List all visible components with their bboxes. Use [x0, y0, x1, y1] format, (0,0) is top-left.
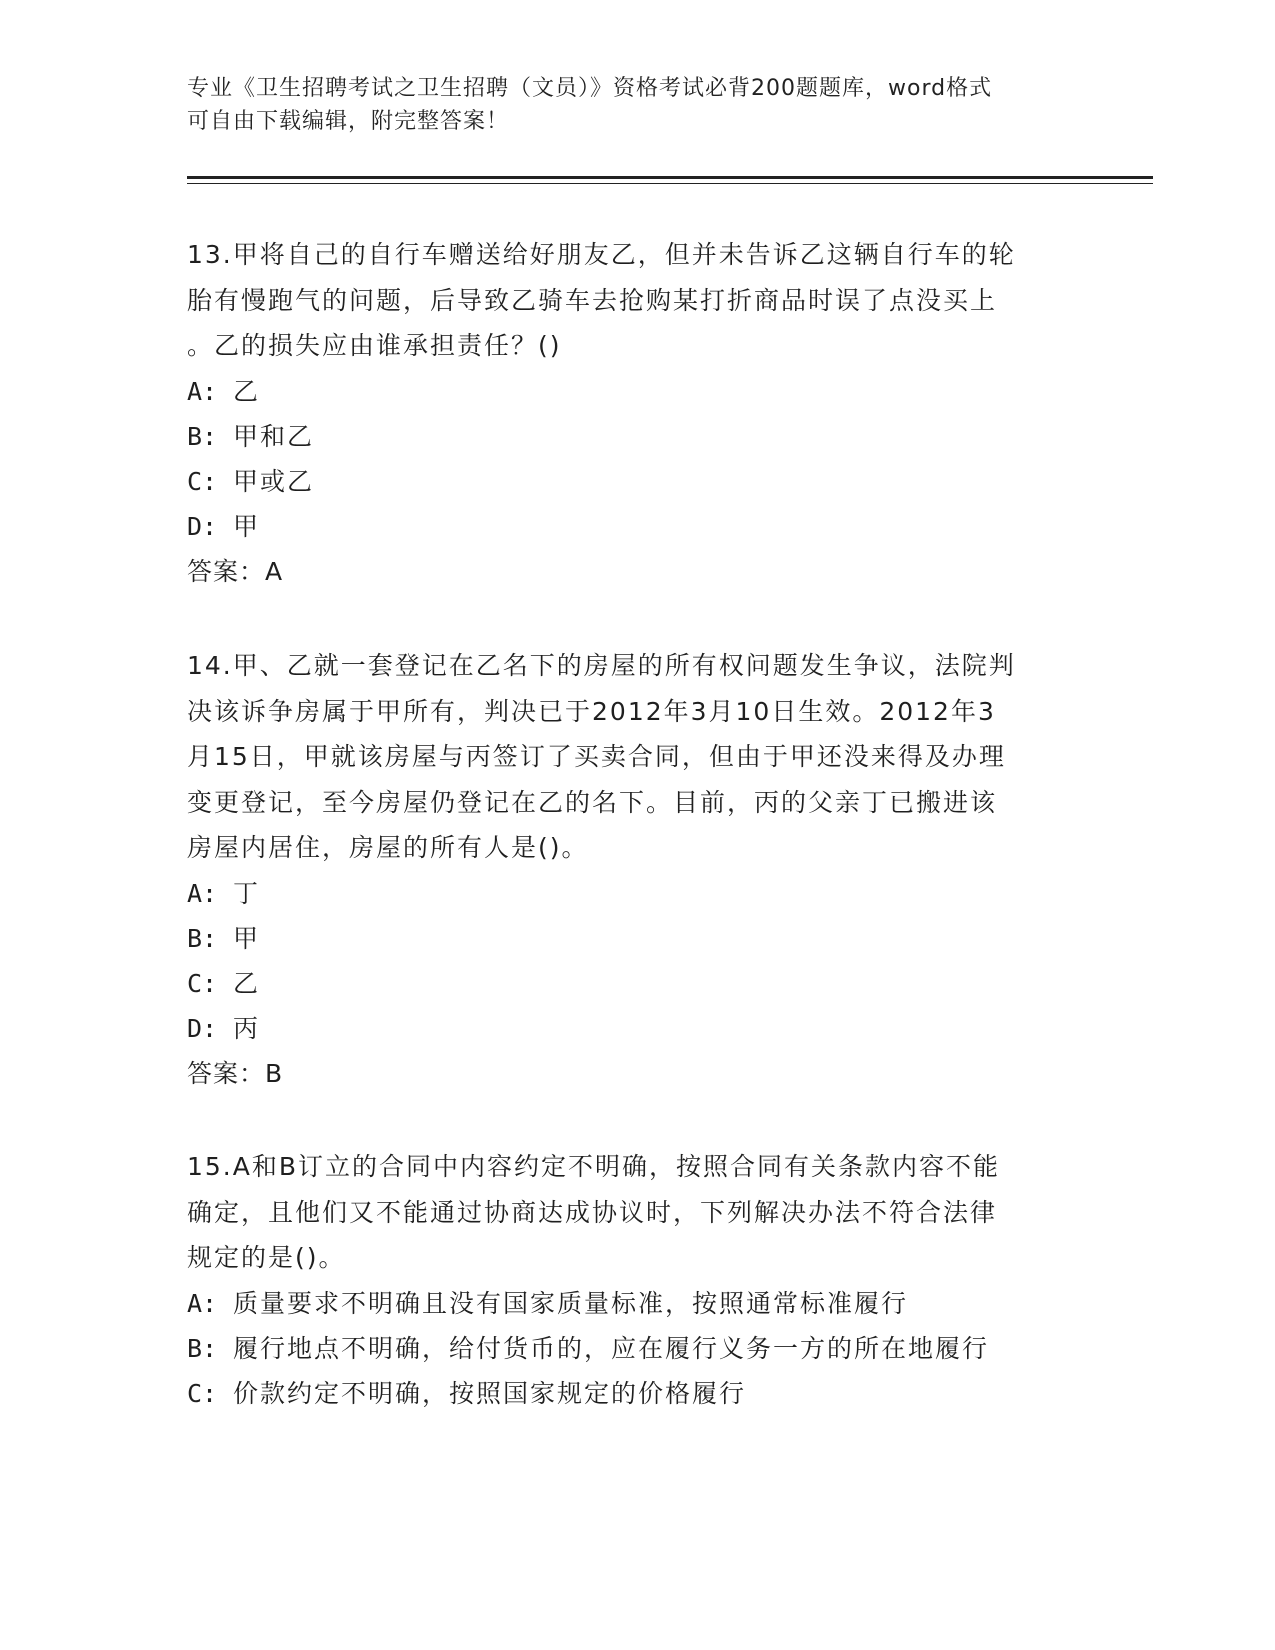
stem-line: 14.甲、乙就一套登记在乙名下的房屋的所有权问题发生争议，法院判	[187, 651, 1016, 680]
option-text: 乙	[233, 968, 261, 998]
option-c	[187, 1371, 1077, 1416]
stem-line: 15.A和B订立的合同中内容约定不明确，按照合同有关条款内容不能	[187, 1152, 1001, 1181]
question-14	[187, 643, 1077, 1096]
option-c	[187, 961, 1077, 1006]
answer-line: 答案：A	[187, 556, 284, 586]
option-a	[187, 1281, 1077, 1326]
stem-line: 确定，且他们又不能通过协商达成协议时，下列解决办法不符合法律	[187, 1197, 998, 1227]
question-13	[187, 232, 1077, 594]
stem-line: 月15日，甲就该房屋与丙签订了买卖合同，但由于甲还没来得及办理	[187, 742, 1006, 771]
option-key: B:	[187, 1333, 218, 1363]
header-divider-thin	[187, 183, 1153, 184]
option-key: C:	[187, 466, 218, 496]
option-text: 甲和乙	[233, 421, 315, 451]
stem-line: 规定的是()。	[187, 1243, 346, 1272]
option-b	[187, 916, 1077, 961]
option-key: C:	[187, 1378, 218, 1408]
option-text: 价款约定不明确，按照国家规定的价格履行	[233, 1378, 747, 1408]
stem-line: 13.甲将自己的自行车赠送给好朋友乙，但并未告诉乙这辆自行车的轮	[187, 240, 1016, 269]
option-text: 质量要求不明确且没有国家质量标准，按照通常标准履行	[233, 1288, 909, 1318]
stem-line: 房屋内居住，房屋的所有人是()。	[187, 833, 589, 862]
header-divider-thick	[187, 176, 1153, 179]
option-a	[187, 369, 1077, 414]
option-b	[187, 1326, 1077, 1371]
stem-line: 。乙的损失应由谁承担责任？()	[187, 331, 562, 360]
question-15	[187, 1144, 1077, 1416]
option-text: 乙	[233, 376, 261, 406]
option-key: B:	[187, 421, 218, 451]
option-key: A:	[187, 1288, 218, 1318]
option-d	[187, 504, 1077, 549]
answer-line: 答案：B	[187, 1058, 284, 1088]
option-text: 甲或乙	[233, 466, 315, 496]
document-header	[187, 72, 1067, 138]
option-b	[187, 414, 1077, 459]
option-key: D:	[187, 511, 218, 541]
option-key: C:	[187, 968, 218, 998]
option-text: 甲	[233, 511, 261, 541]
stem-line: 变更登记，至今房屋仍登记在乙的名下。目前，丙的父亲丁已搬进该	[187, 787, 998, 817]
option-d	[187, 1006, 1077, 1051]
question-stem	[187, 232, 1077, 369]
question-stem	[187, 1144, 1077, 1281]
header-line-2: 可自由下载编辑，附完整答案！	[187, 109, 510, 134]
option-key: A:	[187, 376, 218, 406]
option-text: 丁	[233, 878, 261, 908]
header-line-1: 专业《卫生招聘考试之卫生招聘（文员）》资格考试必背200题题库，word格式	[187, 76, 993, 101]
option-text: 履行地点不明确，给付货币的，应在履行义务一方的所在地履行	[233, 1333, 990, 1363]
option-key: B:	[187, 923, 218, 953]
question-stem	[187, 643, 1077, 871]
option-c	[187, 459, 1077, 504]
option-key: A:	[187, 878, 218, 908]
option-a	[187, 871, 1077, 916]
option-text: 甲	[233, 923, 261, 953]
stem-line: 胎有慢跑气的问题，后导致乙骑车去抢购某打折商品时误了点没买上	[187, 285, 998, 315]
option-key: D:	[187, 1013, 218, 1043]
stem-line: 决该诉争房属于甲所有，判决已于2012年3月10日生效。2012年3	[187, 696, 996, 726]
option-text: 丙	[233, 1013, 261, 1043]
